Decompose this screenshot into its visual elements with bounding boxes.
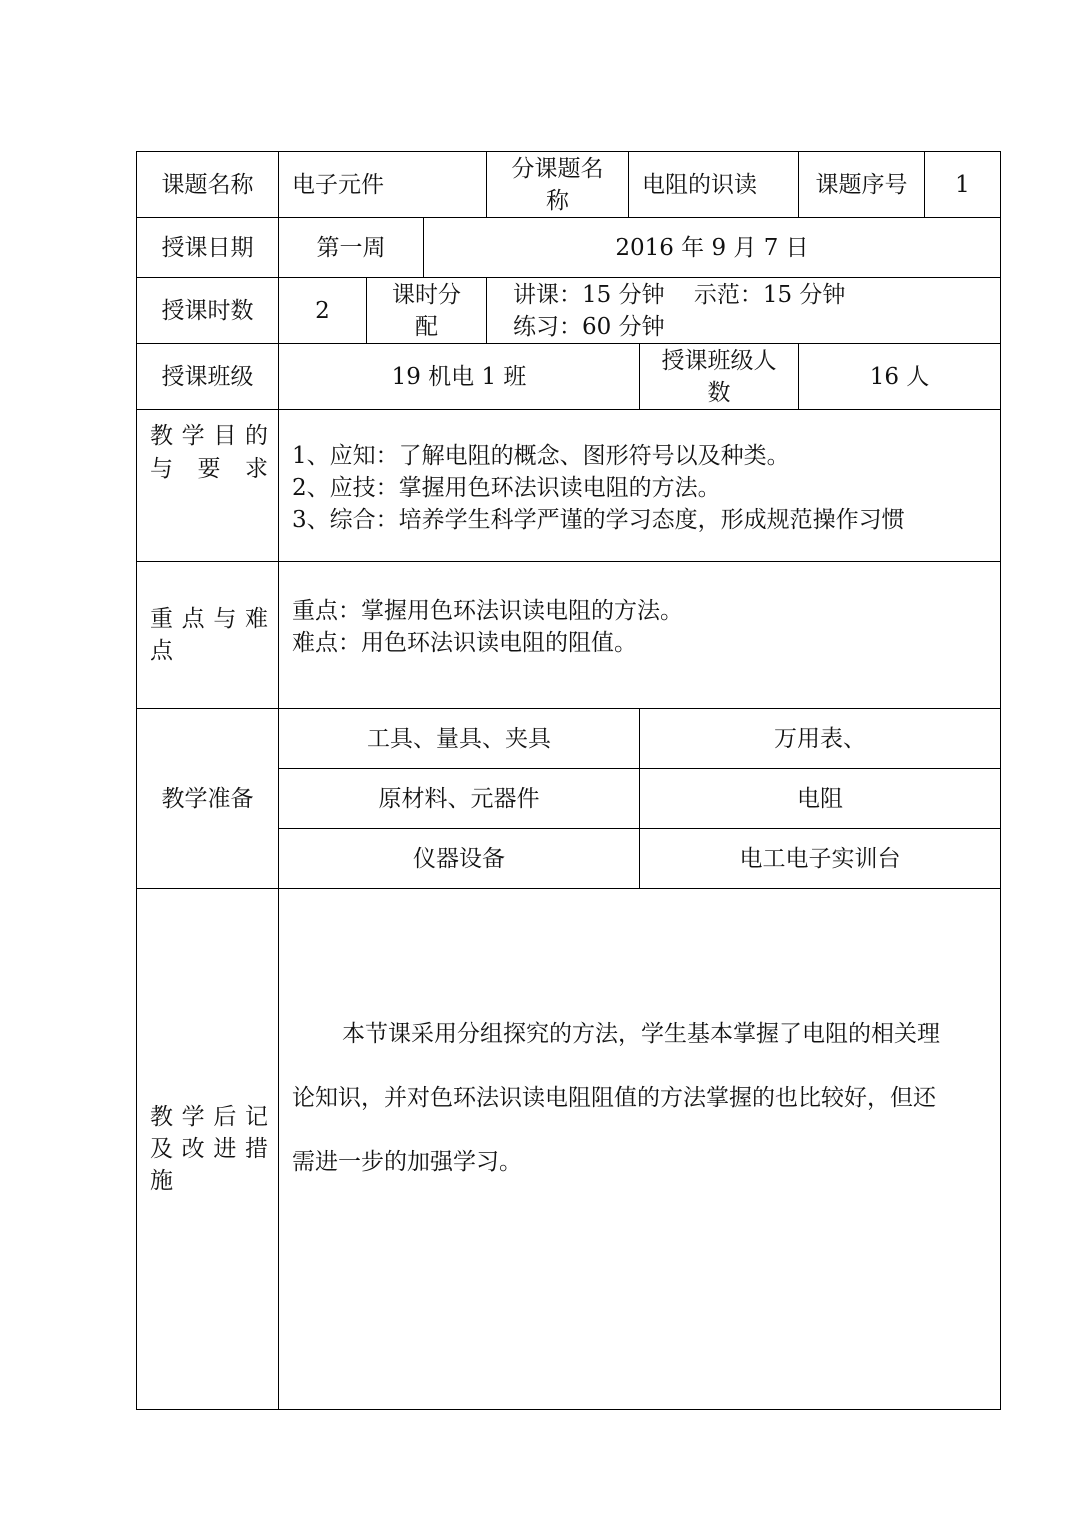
reflection-label [137,889,278,1409]
hours-label: 授课时数 [161,297,254,324]
topic-value: 电子元件 [292,171,384,198]
alloc-line-2: 练习：60 分钟 [513,313,665,340]
date-value: 2016 年 9 月 7 日 [615,234,809,261]
focus-label [137,562,278,708]
goal-item: 1、应知：了解电阻的概念、图形符号以及种类。 [292,442,790,469]
prep-label: 教学准备 [161,785,254,812]
alloc-line-1: 讲课：15 分钟 示范：15 分钟 [513,281,846,308]
goal-item: 3、综合：培养学生科学严谨的学习态度，形成规范操作习惯 [292,506,905,533]
week-value: 第一周 [316,234,386,261]
seq-label: 课题序号 [815,171,908,198]
prep-row-name: 原材料、元器件 [378,785,540,812]
prep-row-value: 电阻 [797,785,843,812]
goals-list [279,410,1000,561]
goals-label-text: 教 学 目 的 与 要 求 [150,423,268,482]
prep-row-value: 万用表、 [774,725,866,752]
alloc-label: 课时分配 [392,281,461,340]
goals-label [137,410,278,561]
seq-value: 1 [955,171,970,198]
reflection-content [279,889,1000,1409]
reflection-line: 本节课采用分组探究的方法，学生基本掌握了电阻的相关理 [342,1021,940,1047]
prep-row-name: 仪器设备 [413,845,505,872]
subtopic-value: 电阻的识读 [642,171,757,198]
reflection-label-text: 教 学 后 记 及 改 进 措 施 [150,1104,268,1194]
hours-value: 2 [315,297,330,324]
count-label: 授课班级人数 [661,347,777,406]
difficulty: 难点：用色环法识读电阻的阻值。 [292,630,637,656]
class-label: 授课班级 [161,363,254,390]
goal-item: 2、应技：掌握用色环法识读电阻的方法。 [292,474,721,501]
date-label: 授课日期 [161,234,254,261]
focus-label-text: 重 点 与 难 点 [150,606,268,664]
focus-content [279,562,1000,708]
class-value: 19 机电 1 班 [391,363,527,390]
count-value: 16 人 [869,363,930,390]
reflection-line: 论知识，并对色环法识读电阻阻值的方法掌握的也比较好，但还 [292,1085,936,1111]
reflection-line: 需进一步的加强学习。 [292,1149,522,1175]
subtopic-label: 分课题名称 [511,155,604,214]
prep-row-name: 工具、量具、夹具 [367,725,551,752]
alloc-details [487,278,1000,343]
topic-label: 课题名称 [161,171,254,198]
key-point: 重点：掌握用色环法识读电阻的方法。 [292,598,683,624]
prep-row-value: 电工电子实训台 [739,845,901,872]
